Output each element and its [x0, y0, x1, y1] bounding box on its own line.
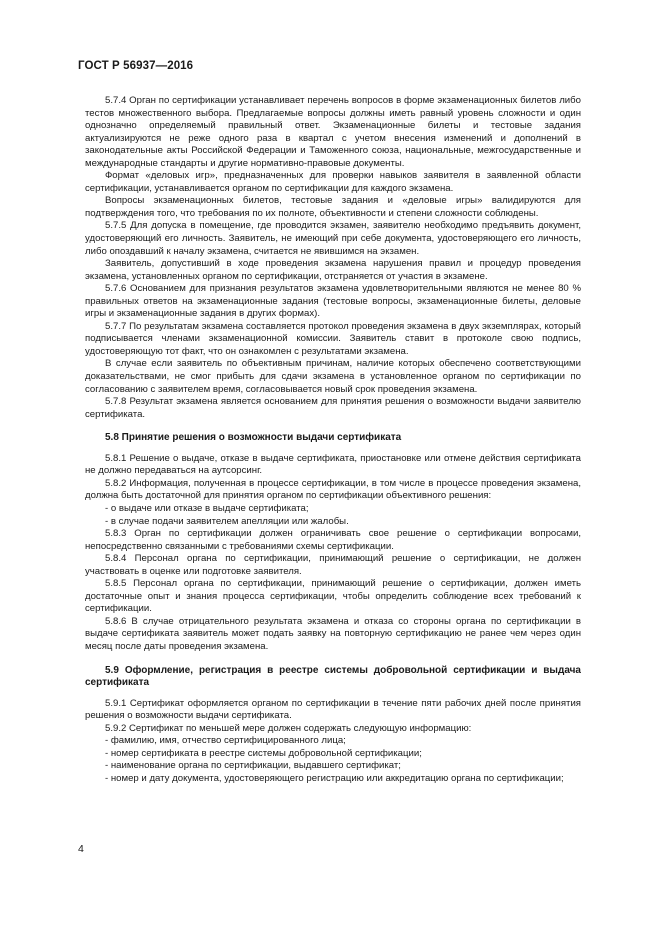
- list-item: - в случае подачи заявителем апелляции или жалобы.: [105, 515, 349, 527]
- paragraph: Формат «деловых игр», предназначенных для проверки навыков заявителя в заявленной области сертификации, устанавливается органом по сертификации для каждого экзамена.: [85, 170, 581, 194]
- paragraph: 5.8.5 Персонал органа по сертификации, принимающий решение о сертификации, должен иметь достаточные опыт и знания процесса сертификации, чтобы определить соблюдение всех требований к сертификации.: [85, 578, 581, 615]
- list-item: - номер сертификата в реестре системы добровольной сертификации;: [105, 747, 422, 759]
- document-body: [85, 95, 581, 785]
- list-item: - о выдаче или отказе в выдаче сертификата;: [105, 502, 309, 514]
- section-heading: 5.8 Принятие решения о возможности выдачи сертификата: [105, 432, 402, 444]
- section-heading: 5.9 Оформление, регистрация в реестре системы добровольной сертификации и выдача сертификата: [85, 664, 581, 689]
- paragraph: 5.9.1 Сертификат оформляется органом по сертификации в течение пяти рабочих дней после принятия решения о возможности выдачи сертификата.: [85, 697, 581, 722]
- paragraph: 5.7.4 Орган по сертификации устанавливает перечень вопросов в форме экзаменационных билетов либо тестов множественного выбора. Предлагаемые вопросы должны иметь равный уровень сложности и один однозначно определяемый правильный ответ. Экзаменационные билеты и тестовые задания актуализируются не реже одного раза в квартал с учетом внесения изменений и дополнений в законодательные акты Российской Федерации и Таможенного союза, национальные, межгосударственные и международные стандарты и другие нормативно-правовые документы.: [85, 95, 581, 169]
- paragraph: 5.9.2 Сертификат по меньшей мере должен содержать следующую информацию:: [105, 722, 472, 734]
- list-item: - наименование органа по сертификации, выдавшего сертификат;: [105, 760, 401, 772]
- paragraph: 5.7.6 Основанием для признания результатов экзамена удовлетворительными являются не менее 80 % правильных ответов на экзаменационные задания (тестовые вопросы, экзаменационные билеты, деловые игры и экзаменационные задания в других формах).: [85, 283, 581, 320]
- paragraph: 5.8.3 Орган по сертификации должен ограничивать свое решение о сертификации вопросами, непосредственно связанными с требованиями схемы сертификации.: [85, 528, 581, 552]
- list-item: - фамилию, имя, отчество сертифицированного лица;: [105, 735, 346, 747]
- paragraph: Заявитель, допустивший в ходе проведения экзамена нарушения правил и процедур проведения экзамена, установленных органом по сертификации, отстраняется от участия в экзамене.: [85, 258, 581, 282]
- paragraph: 5.8.4 Персонал органа по сертификации, принимающий решение о сертификации, не должен участвовать в оценке или подготовке заявителя.: [85, 553, 581, 577]
- list-item: - номер и дату документа, удостоверяющего регистрацию или аккредитацию органа по сертификации;: [105, 772, 564, 784]
- paragraph: 5.7.8 Результат экзамена является основанием для принятия решения о возможности выдачи заявителю сертификата.: [85, 396, 581, 420]
- paragraph: 5.8.2 Информация, полученная в процессе сертификации, в том числе в процессе проведения экзамена, должна быть достаточной для принятия органом по сертификации объективного решения:: [85, 477, 581, 502]
- paragraph: 5.8.6 В случае отрицательного результата экзамена и отказа со стороны органа по сертификации в выдаче сертификата заявитель может подать заявку на повторную сертификацию не ранее чем через один месяц после даты проведения экзамена.: [85, 615, 581, 652]
- page-header: ГОСТ Р 56937—2016: [78, 60, 194, 72]
- page-number: 4: [78, 843, 84, 855]
- paragraph: Вопросы экзаменационных билетов, тестовые задания и «деловые игры» валидируются для подтверждения того, что требования по их полноте, объективности и степени сложности соблюдены.: [85, 195, 581, 219]
- paragraph: 5.7.5 Для допуска в помещение, где проводится экзамен, заявителю необходимо предъявить документ, удостоверяющий его личность. Заявитель, не имеющий при себе документа, удостоверяющего его личность, либо опоздавший к началу экзамена, считается не явившимся на экзамен.: [85, 220, 581, 257]
- paragraph: 5.8.1 Решение о выдаче, отказе в выдаче сертификата, приостановке или отмене действия сертификата не должно передаваться на аутсорсинг.: [85, 452, 581, 477]
- paragraph: В случае если заявитель по объективным причинам, наличие которых обеспечено соответствующими доказательствами, не смог прибыть для сдачи экзамена в установленное органом по сертификации по согласованию с заявителем время, согласовывается новый срок проведения экзамена.: [85, 358, 581, 395]
- paragraph: 5.7.7 По результатам экзамена составляется протокол проведения экзамена в двух экземплярах, который подписывается членами экзаменационной комиссии. Заявитель ставит в протоколе свою подпись, удостоверяющую тот факт, что он ознакомлен с результатами экзамена.: [85, 320, 581, 357]
